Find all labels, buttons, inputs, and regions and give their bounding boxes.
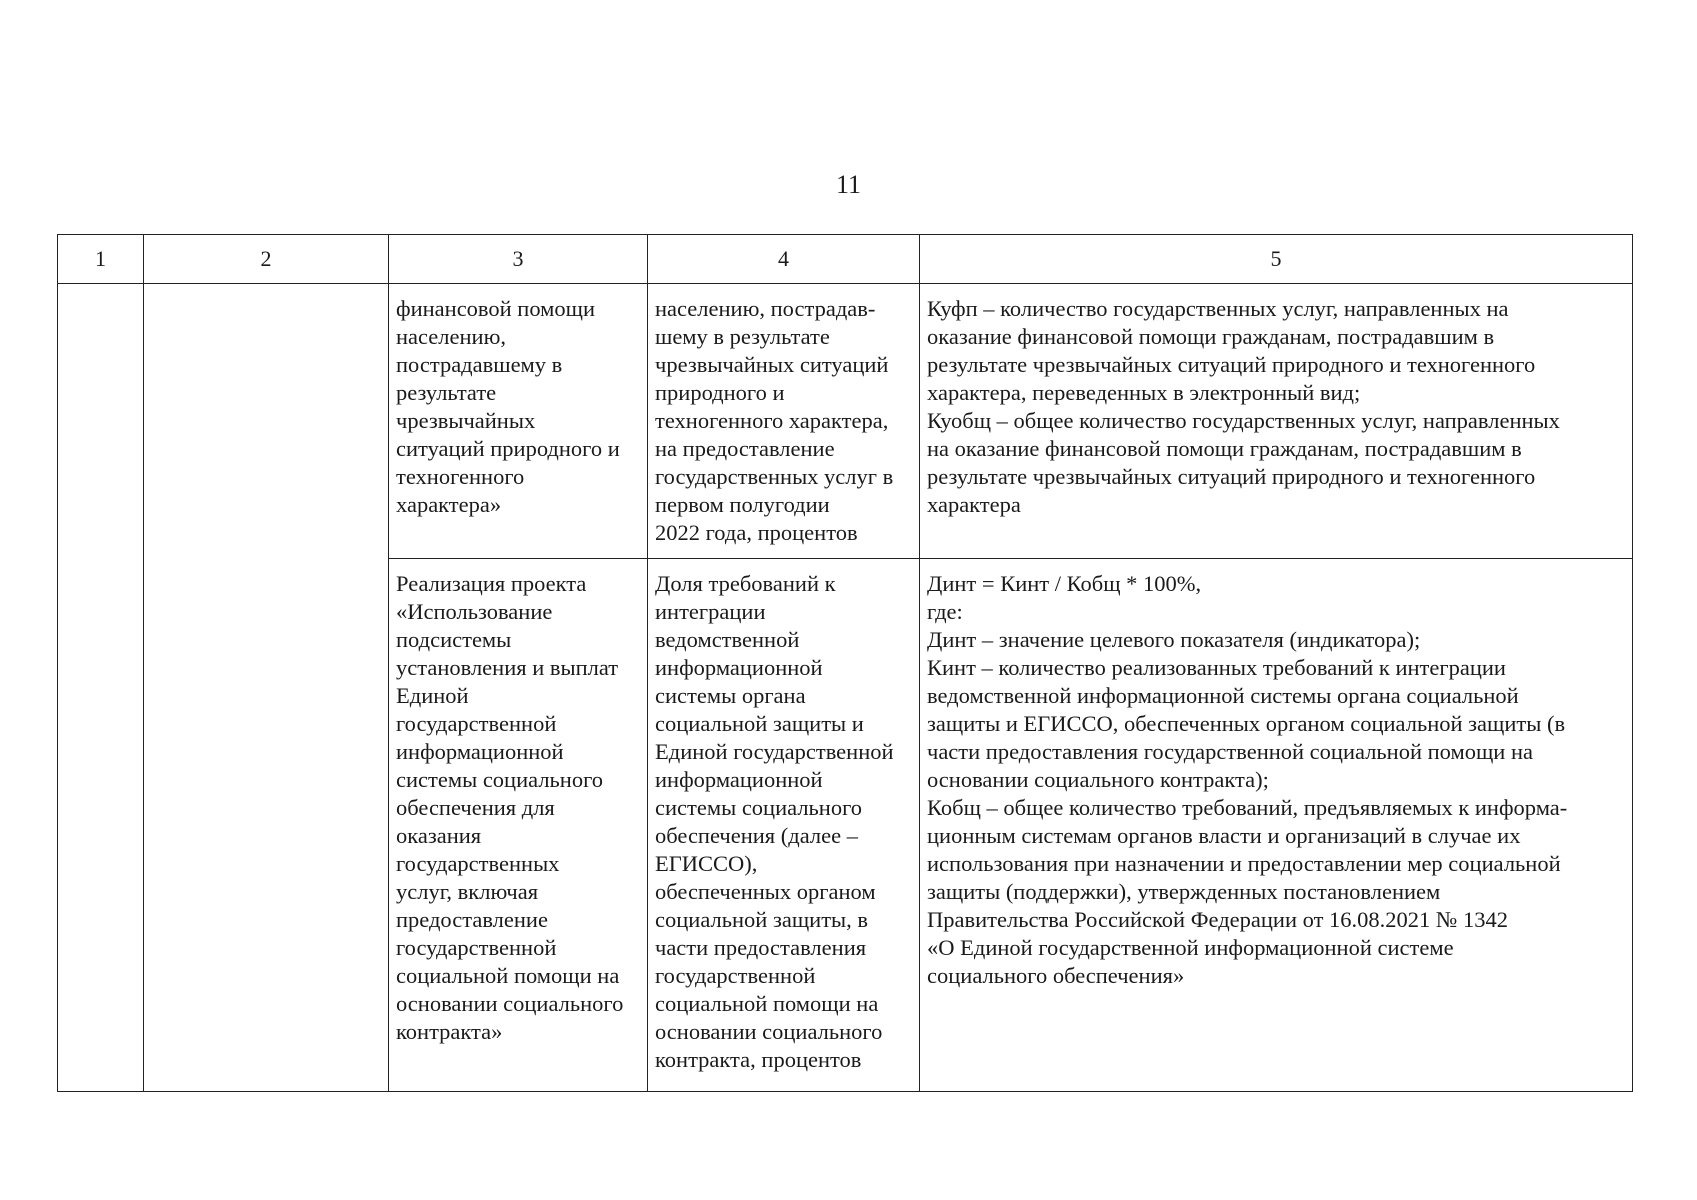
- indicator-text: населению, пострадав- шему в результате чрезвычайных ситуаций природного и техногенного характера, на предоставление государственных услуг в первом полугодии 2022 года, процентов: [655, 296, 894, 545]
- indicator-text: Доля требований к интеграции ведомственной информационной системы органа социальной защиты и Единой государственной информационной системы социального обеспечения (далее – ЕГИССО), обеспеченных органом социальной защиты, в части предоставления государственной социальной помощи на основании социального контракта, процентов: [655, 571, 894, 1072]
- table-cell-event: [389, 284, 648, 559]
- column-header-1: 1: [58, 235, 144, 284]
- methodology-text: Динт = Кинт / Кобщ * 100%, где: Динт – значение целевого показателя (индикатора); Кинт – количество реализованных требований к интеграции ведомственной информационной системы органа социальной защиты и ЕГИССО, обеспеченных органом социальной защиты (в части предоставления государственной социальной помощи на основании социального контракта); Кобщ – общее количество требований, предъявляемых к информа- ционным системам органов власти и организаций в случае их использования при назначении и предоставлении мер социальной защиты (поддержки), утвержденных постановлением Правительства Российской Федерации от 16.08.2021 № 1342 «О Единой государственной информационной системе социального обеспечения»: [927, 571, 1568, 988]
- table-cell-methodology: [920, 559, 1633, 1092]
- table-cell-indicator: [648, 559, 920, 1092]
- table-cell-event: [389, 559, 648, 1092]
- column-header-4: 4: [648, 235, 920, 284]
- page-number: 11: [835, 170, 862, 199]
- column-header-3: 3: [389, 235, 648, 284]
- column-header-5: 5: [920, 235, 1633, 284]
- table-header-row: [58, 235, 1633, 284]
- event-text: Реализация проекта «Использование подсистемы установления и выплат Единой государственной информационной системы социального обеспечения для оказания государственных услуг, включая предоставление государственной социальной помощи на основании социального контракта»: [396, 571, 624, 1044]
- table-cell-col2: [144, 284, 389, 1092]
- methodology-text: Куфп – количество государственных услуг, направленных на оказание финансовой помощи гражданам, пострадавшим в результате чрезвычайных ситуаций природного и техногенного характера, переведенных в электронный вид; Куобщ – общее количество государственных услуг, направленных на оказание финансовой помощи гражданам, пострадавшим в результате чрезвычайных ситуаций природного и техногенного характера: [927, 296, 1560, 517]
- table-cell-col1: [58, 284, 144, 1092]
- table-row: [58, 284, 1633, 559]
- table-cell-methodology: [920, 284, 1633, 559]
- column-header-2: 2: [144, 235, 389, 284]
- event-text: финансовой помощи населению, пострадавшему в результате чрезвычайных ситуаций природного и техногенного характера»: [396, 296, 620, 517]
- indicators-table: [57, 234, 1633, 1092]
- table-cell-indicator: [648, 284, 920, 559]
